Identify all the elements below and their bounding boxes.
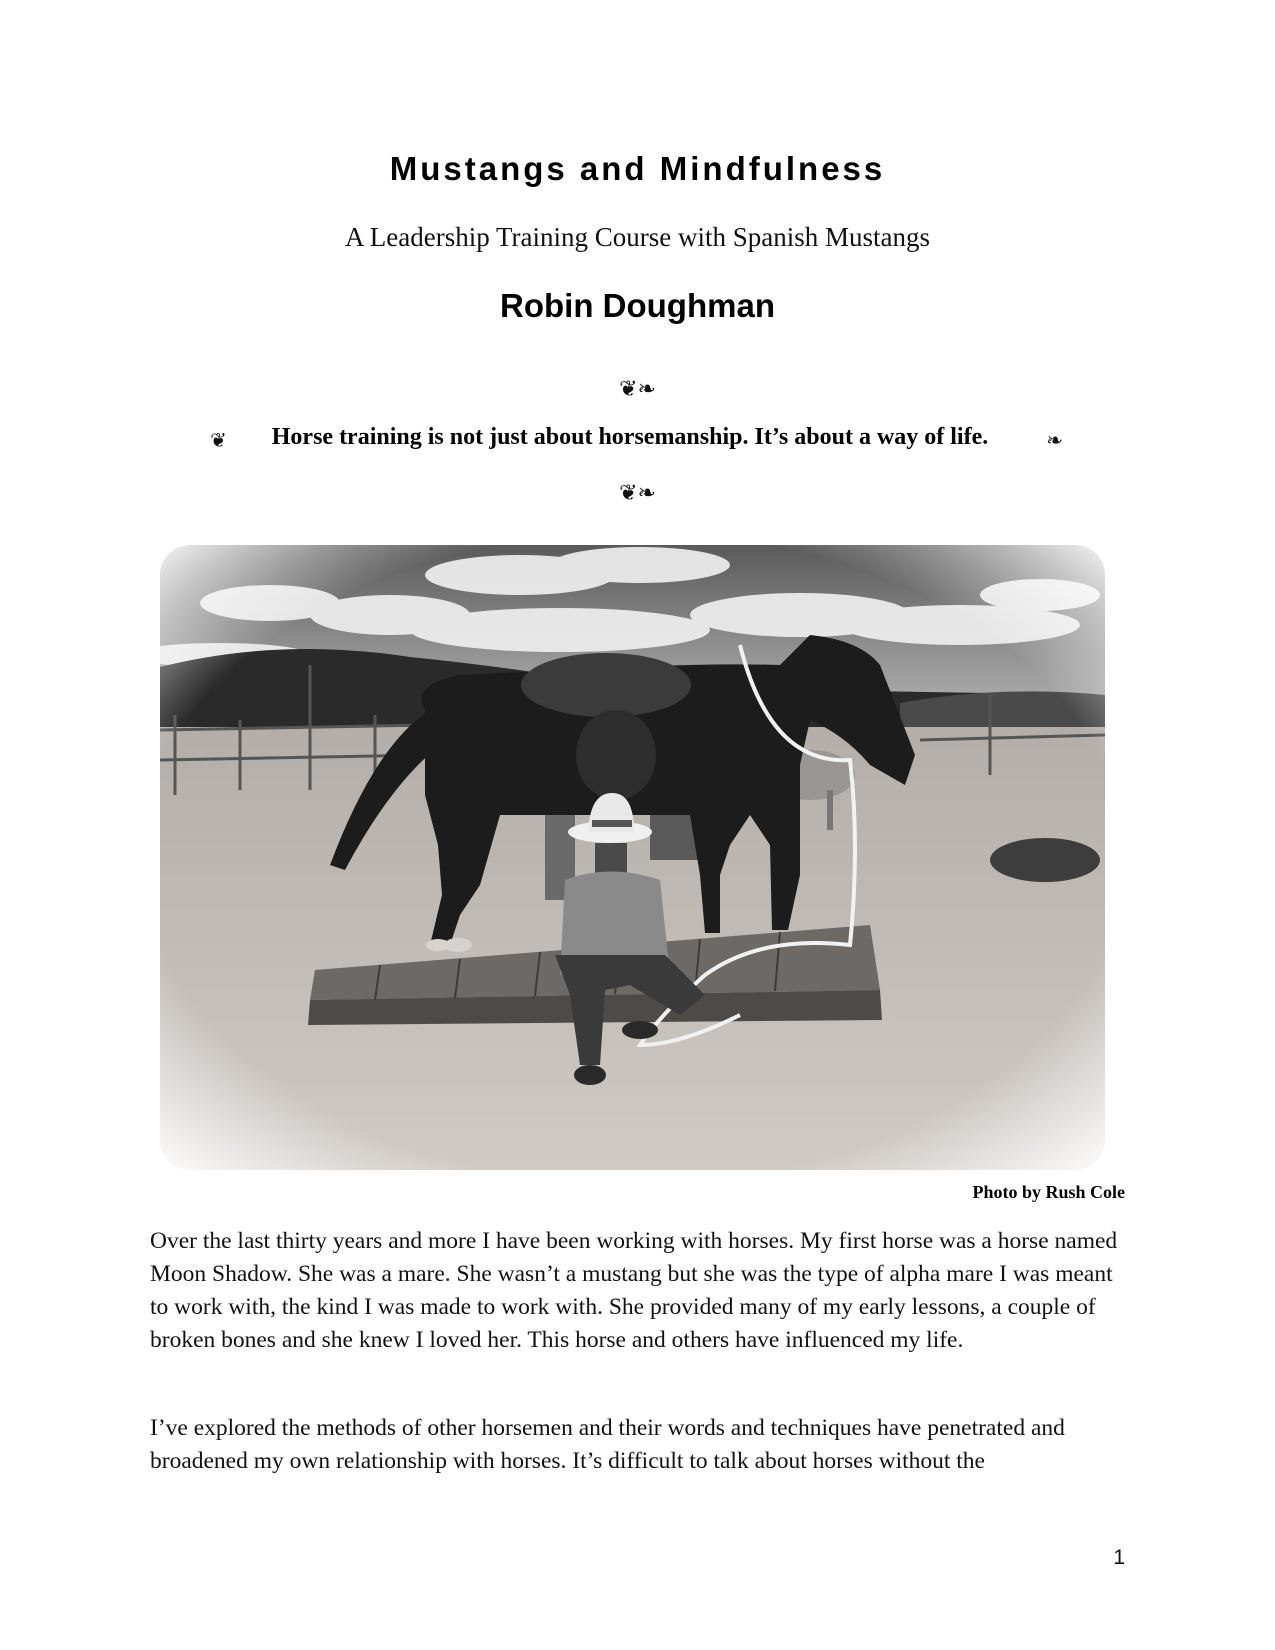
document-subtitle: A Leadership Training Course with Spanish Mustangs	[345, 222, 930, 252]
photo-horse-and-cowboy	[160, 545, 1105, 1170]
document-title: Mustangs and Mindfulness	[389, 150, 886, 187]
epigraph-quote: Horse training is not just about horsemanship. It’s about a way of life.	[271, 424, 989, 450]
fleuron-left-icon: ❦	[210, 428, 227, 452]
author-name: Robin Doughman	[500, 287, 775, 324]
page-number: 1	[1113, 1546, 1125, 1569]
body-paragraph-2: I’ve explored the methods of other horsemen and their words and techniques have penetrated and broadened my own relationship with horses. It’s difficult to talk about horses without the	[150, 1415, 1065, 1474]
body-paragraph-1: Over the last thirty years and more I have been working with horses. My first horse was a horse named Moon Shadow. She was a mare. She wasn’t a mustang but she was the type of alpha mare I was meant to work with, the kind I was made to work with. She provided many of my early lessons, a couple of broken bones and she knew I loved her. This horse and others have influenced my life.	[150, 1228, 1118, 1353]
photo-caption: Photo by Rush Cole	[972, 1182, 1125, 1202]
quote-row	[200, 424, 1075, 464]
fleuron-divider-top: ❦❧	[619, 377, 656, 402]
fleuron-divider-bottom: ❦❧	[619, 481, 656, 506]
fleuron-right-icon: ❧	[1046, 428, 1063, 452]
